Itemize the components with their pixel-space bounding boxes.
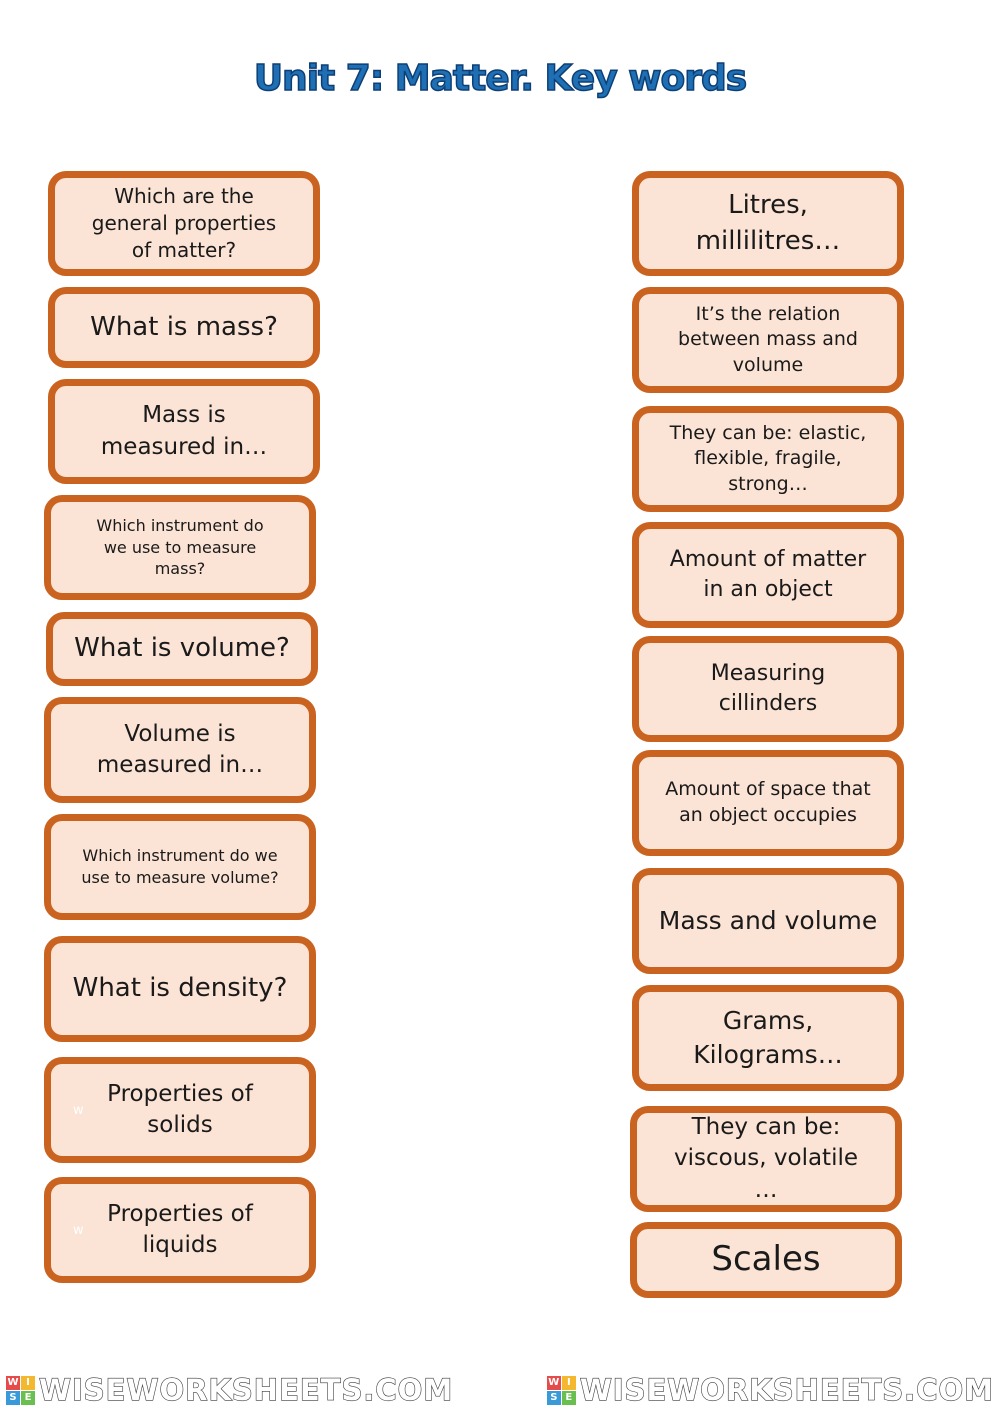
answer-card[interactable] — [632, 522, 904, 628]
card-text: Properties of liquids — [107, 1200, 253, 1258]
page-title: Unit 7: Matter. Key words — [253, 58, 747, 99]
logo-letter: I — [21, 1376, 35, 1390]
card-text: What is volume? — [74, 633, 290, 664]
question-card[interactable] — [48, 287, 320, 368]
logo-letter: I — [562, 1376, 576, 1390]
logo-letter: W — [548, 1377, 560, 1388]
card-text: It’s the relation between mass and volume — [678, 302, 858, 376]
question-card[interactable] — [44, 814, 316, 920]
brand-text: WISEWORKSHEETS.COM — [579, 1373, 994, 1407]
logo-letter: S — [6, 1391, 20, 1405]
answer-card[interactable] — [630, 1106, 902, 1212]
question-card[interactable] — [44, 495, 316, 600]
answer-card[interactable] — [632, 406, 904, 512]
answer-card[interactable] — [632, 287, 904, 393]
card-text: What is density? — [72, 973, 288, 1004]
card-text: Which are the general properties of matter? — [91, 184, 277, 262]
logo-letter: E — [21, 1391, 35, 1405]
brand-logo-icon — [547, 1376, 576, 1405]
card-text: Grams, Kilograms… — [693, 1006, 843, 1069]
brand-logo-icon — [6, 1376, 35, 1405]
card-text: Mass and volume — [658, 906, 878, 936]
card-text: Scales — [711, 1239, 821, 1280]
card-text: Amount of space that an object occupies — [665, 778, 871, 826]
card-mark: w — [73, 1223, 84, 1238]
logo-letter: W — [7, 1377, 19, 1388]
question-card[interactable] — [44, 697, 316, 803]
question-card[interactable] — [44, 1057, 316, 1163]
card-text: Mass is measured in… — [100, 402, 268, 460]
answer-card[interactable] — [632, 171, 904, 276]
question-card[interactable] — [46, 612, 318, 686]
answer-card[interactable] — [632, 750, 904, 856]
answer-card[interactable] — [632, 636, 904, 742]
answer-card[interactable] — [632, 985, 904, 1091]
card-text: Which instrument do we use to measure mass? — [96, 516, 264, 579]
card-text: Amount of matter in an object — [669, 547, 867, 602]
answer-card[interactable] — [632, 868, 904, 974]
card-text: They can be: viscous, volatile … — [674, 1114, 858, 1203]
question-card[interactable] — [44, 936, 316, 1042]
card-text: What is mass? — [90, 311, 278, 342]
card-text: Properties of solids — [107, 1080, 253, 1138]
brand-right[interactable] — [547, 1373, 994, 1407]
question-card[interactable] — [48, 379, 320, 484]
card-text: Litres, millilitres… — [695, 190, 841, 256]
logo-letter: E — [562, 1391, 576, 1405]
card-text: Which instrument do we use to measure volume? — [81, 846, 279, 887]
card-mark: w — [73, 1103, 84, 1118]
card-text: Volume is measured in… — [96, 720, 264, 778]
answer-card[interactable] — [630, 1222, 902, 1298]
logo-letter: S — [547, 1391, 561, 1405]
card-text: Measuring cillinders — [710, 661, 826, 716]
brand-left[interactable] — [6, 1373, 453, 1407]
footer-watermark — [0, 1370, 1000, 1410]
card-text: They can be: elastic, flexible, fragile, strong… — [669, 421, 867, 495]
question-card[interactable] — [48, 171, 320, 276]
brand-text: WISEWORKSHEETS.COM — [39, 1373, 454, 1407]
question-card[interactable] — [44, 1177, 316, 1283]
